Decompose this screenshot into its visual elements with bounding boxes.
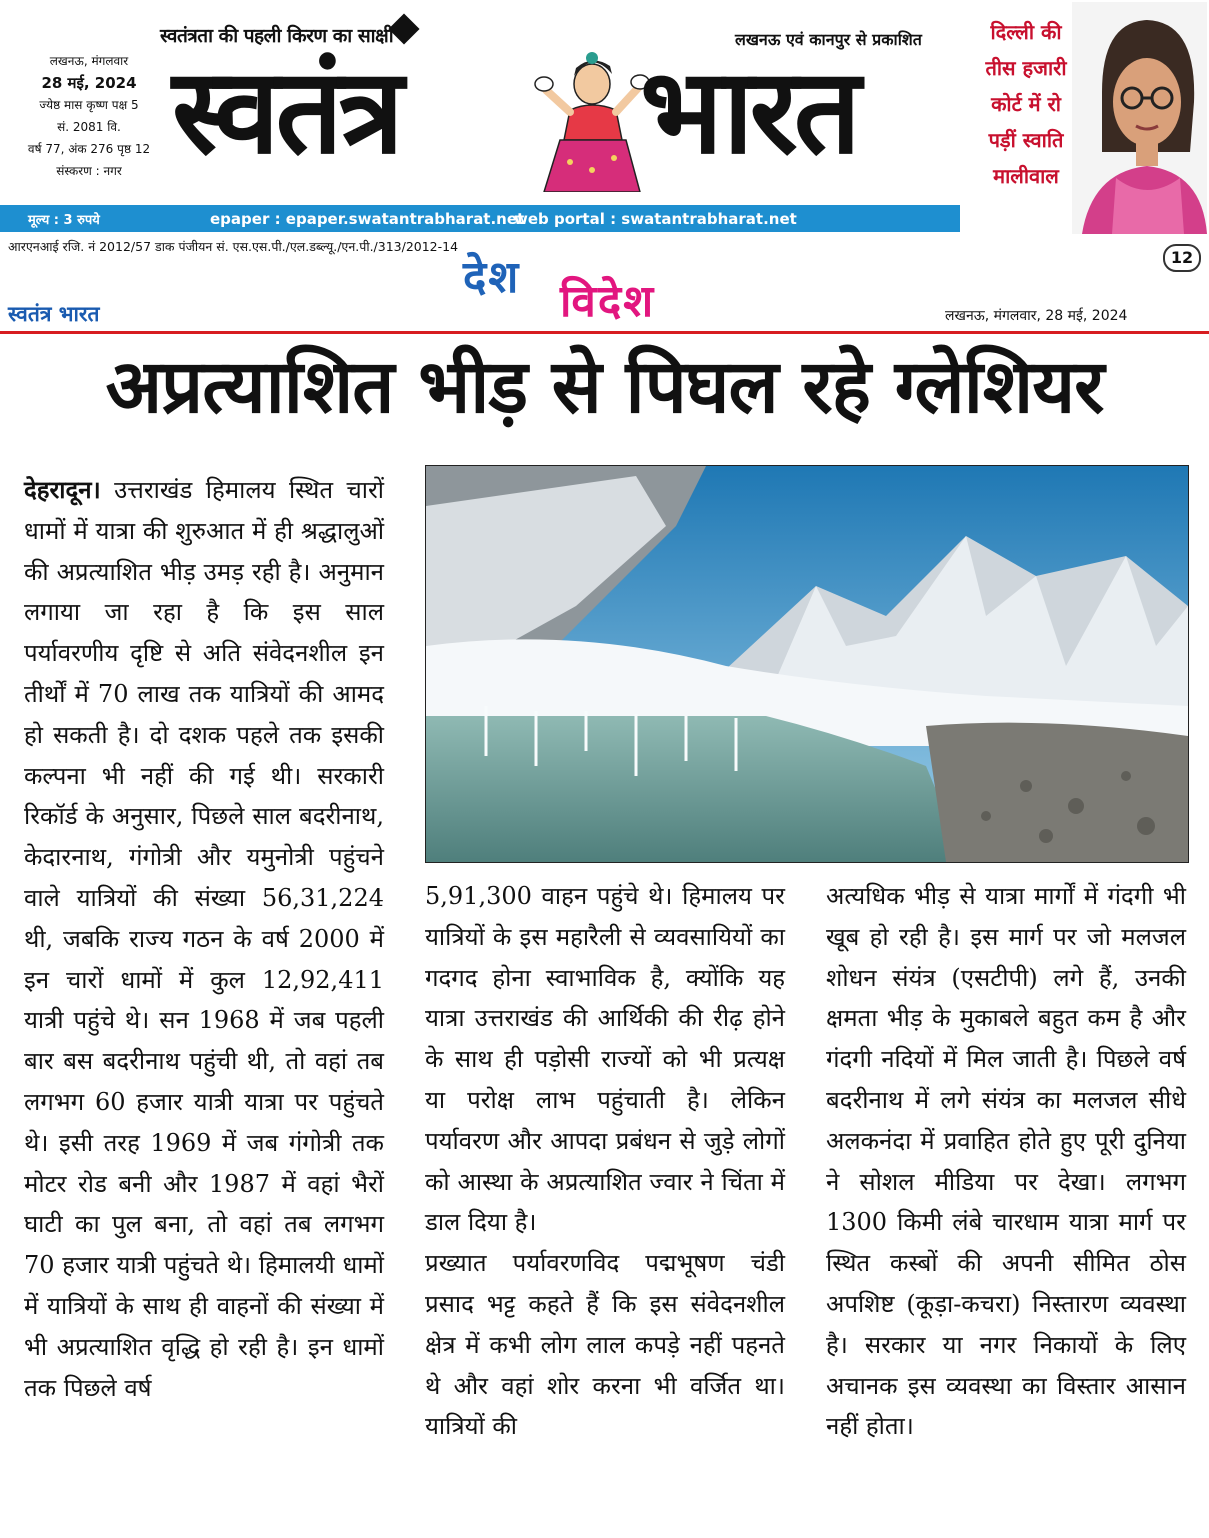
article-headline: अप्रत्याशित भीड़ से पिघल रहे ग्लेशियर bbox=[105, 344, 1104, 430]
portrait-photo bbox=[1072, 2, 1207, 234]
article-column-1-text: उत्तराखंड हिमालय स्थित चारों धामों में यात्रा की शुरुआत में ही श्रद्धालुओं की अप्रत्याशित भीड़ उमड़ रही है। अनुमान लगाया जा रहा है कि इस साल पर्यावरणीय दृष्टि से अति संवेदनशील इन तीर्थों में 70 लाख तक यात्रियों की आमद हो सकती है। दो दशक पहले तक इसकी कल्पना भी नहीं की गई थी। सरकारी रिकॉर्ड के अनुसार, पिछले साल बदरीनाथ, केदारनाथ, गंगोत्री और यमुनोत्री पहुंचने वाले यात्रियों की संख्या 56,31,224 थी, जबकि राज्य गठन के वर्ष 2000 में इन चारों धामों में कुल 12,92,411 यात्री पहुंचे थे। सन 1968 में जब पहली बार बस बदरीनाथ पहुंची थी, तो वहां तब लगभग 60 हजार यात्री यात्रा पर पहुंचते थे। इसी तरह 1969 में जब गंगोत्री तक मोटर रोड बनी और 1987 में वहां भैरों घाटी का पुल बना, तो वहां तब लगभग 70 हजार यात्री पहुंचते थे। हिमालयी धामों में यात्रियों के साथ ही वाहनों की संख्या में भी अप्रत्याशित वृद्धि हो रही है। इन धामों तक पिछले वर्ष bbox=[24, 476, 384, 1402]
side-headline-line: पड़ीं स्वाति bbox=[988, 128, 1064, 152]
side-headline-line: कोर्ट में रो bbox=[991, 92, 1061, 116]
article-column-2-para-1: 5,91,300 वाहन पहुंचे थे। हिमालय पर यात्रियों के इस महारैली से व्यवसायियों का गदगद होना स्वाभाविक है, क्योंकि यह यात्रा उत्तराखंड की आर्थिकी की रीढ़ होने के साथ ही पड़ोसी राज्यों को भी प्रत्यक्ष या परोक्ष लाभ पहुंचाती है। लेकिन पर्यावरण और आपदा प्रबंधन से जुड़े लोगों को आस्था के अप्रत्याशित ज्वार ने चिंता में डाल दिया है। bbox=[425, 882, 785, 1237]
article-column-3-text: अत्यधिक भीड़ से यात्रा मार्गों में गंदगी भी खूब हो रही है। इस मार्ग पर जो मलजल शोधन संयंत्र (एसटीपी) लगे हैं, उनकी क्षमता भीड़ के मुकाबले बहुत कम है और गंदगी नदियों में मिल जाती है। पिछले वर्ष बदरीनाथ में लगे संयंत्र का मलजल सीधे अलकनंदा में प्रवाहित होते हुए पूरी दुनिया ने सोशल मीडिया पर देखा। लगभग 1300 किमी लंबे चारधाम यात्रा मार्ग पर स्थित कस्बों की अपनी सीमित ठोस अपशिष्ट (कूड़ा-कचरा) निस्तारण व्यवस्था है। सरकार या नगर निकायों के लिए अचानक इस व्यवस्था का विस्तार आसान नहीं होता। bbox=[826, 882, 1186, 1441]
edition-info bbox=[14, 50, 164, 182]
masthead-tagline: स्वतंत्रता की पहली किरण का साक्षी bbox=[160, 25, 394, 47]
article-column-2 bbox=[425, 876, 785, 1447]
newspaper-title-left: स्वतंत्र bbox=[172, 41, 400, 180]
price-label: मूल्य : 3 रुपये bbox=[28, 213, 100, 228]
page-number: 12 bbox=[1163, 244, 1201, 272]
article-column-1 bbox=[24, 470, 384, 1408]
article-dateline: देहरादून। bbox=[24, 475, 101, 504]
edition-year-issue: वर्ष 77, अंक 276 पृष्ठ 12 bbox=[27, 142, 151, 156]
side-headline[interactable] bbox=[970, 14, 1082, 194]
section-divider bbox=[0, 331, 1209, 334]
glacier-photo bbox=[425, 465, 1189, 863]
epaper-link[interactable]: epaper : epaper.swatantrabharat.net bbox=[210, 210, 525, 228]
side-headline-line: तीस हजारी bbox=[985, 56, 1067, 80]
web-portal-link[interactable]: web portal : swatantrabharat.net bbox=[514, 210, 797, 228]
deity-illustration-icon bbox=[530, 50, 650, 192]
side-headline-line: दिल्ली की bbox=[990, 20, 1062, 44]
side-headline-line: मालीवाल bbox=[993, 164, 1059, 188]
published-from: लखनऊ एवं कानपुर से प्रकाशित bbox=[735, 30, 922, 49]
edition-date: 28 मई, 2024 bbox=[41, 74, 137, 92]
section-date: लखनऊ, मंगलवार, 28 मई, 2024 bbox=[945, 308, 1128, 324]
edition-hindu-month: ज्येष्ठ मास कृष्ण पक्ष 5 bbox=[39, 98, 139, 112]
section-brand: स्वतंत्र भारत bbox=[8, 302, 100, 326]
edition-city-day: लखनऊ, मंगलवार bbox=[49, 54, 129, 68]
section-title-desh: देश bbox=[463, 252, 521, 303]
edition-type: संस्करण : नगर bbox=[56, 164, 122, 178]
article-column-3 bbox=[826, 876, 1186, 1447]
newspaper-title-right: भारत bbox=[640, 41, 858, 180]
registration-line: आरएनआई रजि. नं 2012/57 डाक पंजीयन सं. एस.एस.पी./एल.डब्ल्यू./एन.पी./313/2012-14 bbox=[8, 239, 459, 254]
edition-samvat: सं. 2081 वि. bbox=[57, 120, 121, 134]
article-column-2-para-2: प्रख्यात पर्यावरणविद पद्मभूषण चंडी प्रसाद भट्ट कहते हैं कि इस संवेदनशील क्षेत्र में कभी लोग लाल कपड़े नहीं पहनते थे और वहां शोर करना भी वर्जित था। यात्रियों की bbox=[425, 1249, 785, 1441]
section-title-videsh: विदेश bbox=[560, 276, 656, 327]
